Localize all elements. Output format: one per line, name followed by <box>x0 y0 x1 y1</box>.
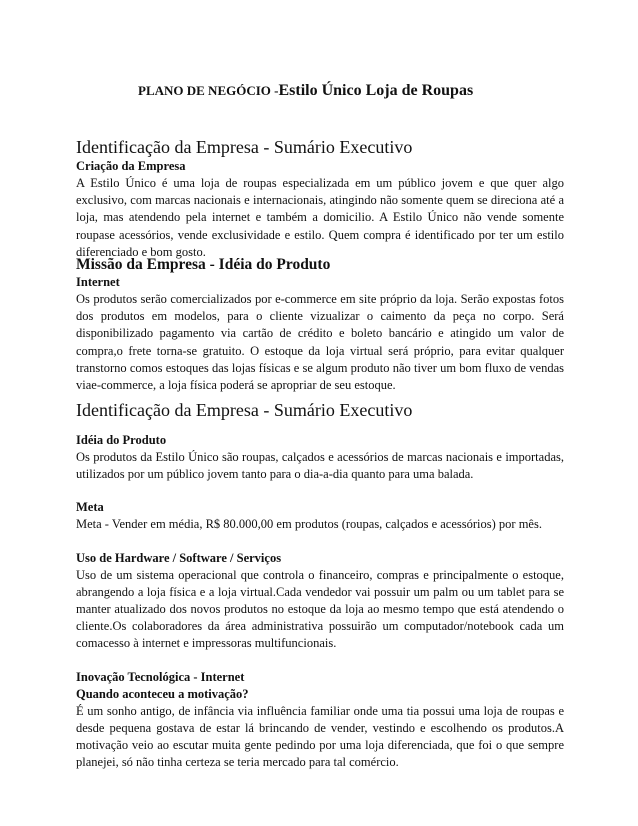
title-prefix: PLANO DE NEGÓCIO - <box>138 83 279 98</box>
section-company-identification <box>76 137 564 261</box>
subsection-question: Quando aconteceu a motivação? <box>76 686 249 701</box>
subsection-paragraph: Meta - Vender em média, R$ 80.000,00 em produtos (roupas, calçados e acessórios) por mês. <box>76 517 542 532</box>
document-title <box>138 82 578 100</box>
subsection-heading: Meta <box>76 500 104 515</box>
section-paragraph: A Estilo Único é uma loja de roupas especializada em um público jovem e que quer algo exclusivo, com marcas nacionais e internacionais, atingindo não somente quem se direciona até a loja, mas atendendo pela internet e também a domicilio. A Estilo Único não vende somente roupase acessórios, vende exclusividade e estilo. Quem compra é identificado por ter um estilo diferenciado e bom gosto. <box>76 176 564 259</box>
subsection-heading: Uso de Hardware / Software / Serviços <box>76 550 282 565</box>
section-executive-summary <box>76 400 564 771</box>
title-main: Estilo Único Loja de Roupas <box>278 82 474 99</box>
subsection-paragraph: Os produtos da Estilo Único são roupas, calçados e acessórios de marcas nacionais e importadas, utilizados por um público jovem tanto para o dia-a-dia quanto para uma balada. <box>76 450 564 482</box>
section-paragraph: Os produtos serão comercializados por e-commerce em site próprio da loja. Serão expostas fotos dos produtos em modelos, para o cliente vizualizar o caimento da peça no corpo. Será disponibilizado pagamento via cartão de crédito e boleto bancário e atingido um valor de compra,o frete torna-se gratuito. O estoque da loja virtual será próprio, para evitar qualquer transtorno comos estoques das lojas físicas e se algum produto não tiver um bom fluxo de vendas viae-commerce, a loja física poderá se apropriar de seu estoque. <box>76 292 564 393</box>
subsection-hardware-software <box>76 550 564 653</box>
subsection-paragraph: Uso de um sistema operacional que controla o financeiro, compras e principalmente o estoque, abrangendo a loja física e a loja virtual.Cada vendedor vai possuir um palm ou um tablet para se manter atualizado dos novos produtos no estoque da loja ao mesmo tempo que está atendendo o cliente.Os colaboradores da área administrativa possuirão um computador/notebook cada um comacesso à internet e impressoras multifuncionais. <box>76 567 564 651</box>
section-mission <box>76 256 564 394</box>
section-heading: Missão da Empresa - Idéia do Produto <box>76 256 331 273</box>
section-subheading: Internet <box>76 275 120 289</box>
subsection-goal <box>76 499 564 533</box>
section-heading: Identificação da Empresa - Sumário Executivo <box>76 137 413 157</box>
subsection-tech-innovation <box>76 669 564 772</box>
subsection-heading: Idéia do Produto <box>76 433 167 447</box>
subsection-heading: Inovação Tecnológica - Internet <box>76 669 245 684</box>
section-heading: Identificação da Empresa - Sumário Executivo <box>76 400 413 420</box>
section-subheading: Criação da Empresa <box>76 159 186 173</box>
subsection-paragraph: É um sonho antigo, de infância via influência familiar onde uma tia possui uma loja de roupas e desde pequena gostava de estar lá brincando de vender, vestindo e escolhendo os produtos.A motivação veio ao escutar muita gente pedindo por uma loja diferenciada, que foi o que sempre planejei, só não tinha certeza se teria mercado para tal comércio. <box>76 703 564 770</box>
subsection-product-idea <box>76 432 564 483</box>
